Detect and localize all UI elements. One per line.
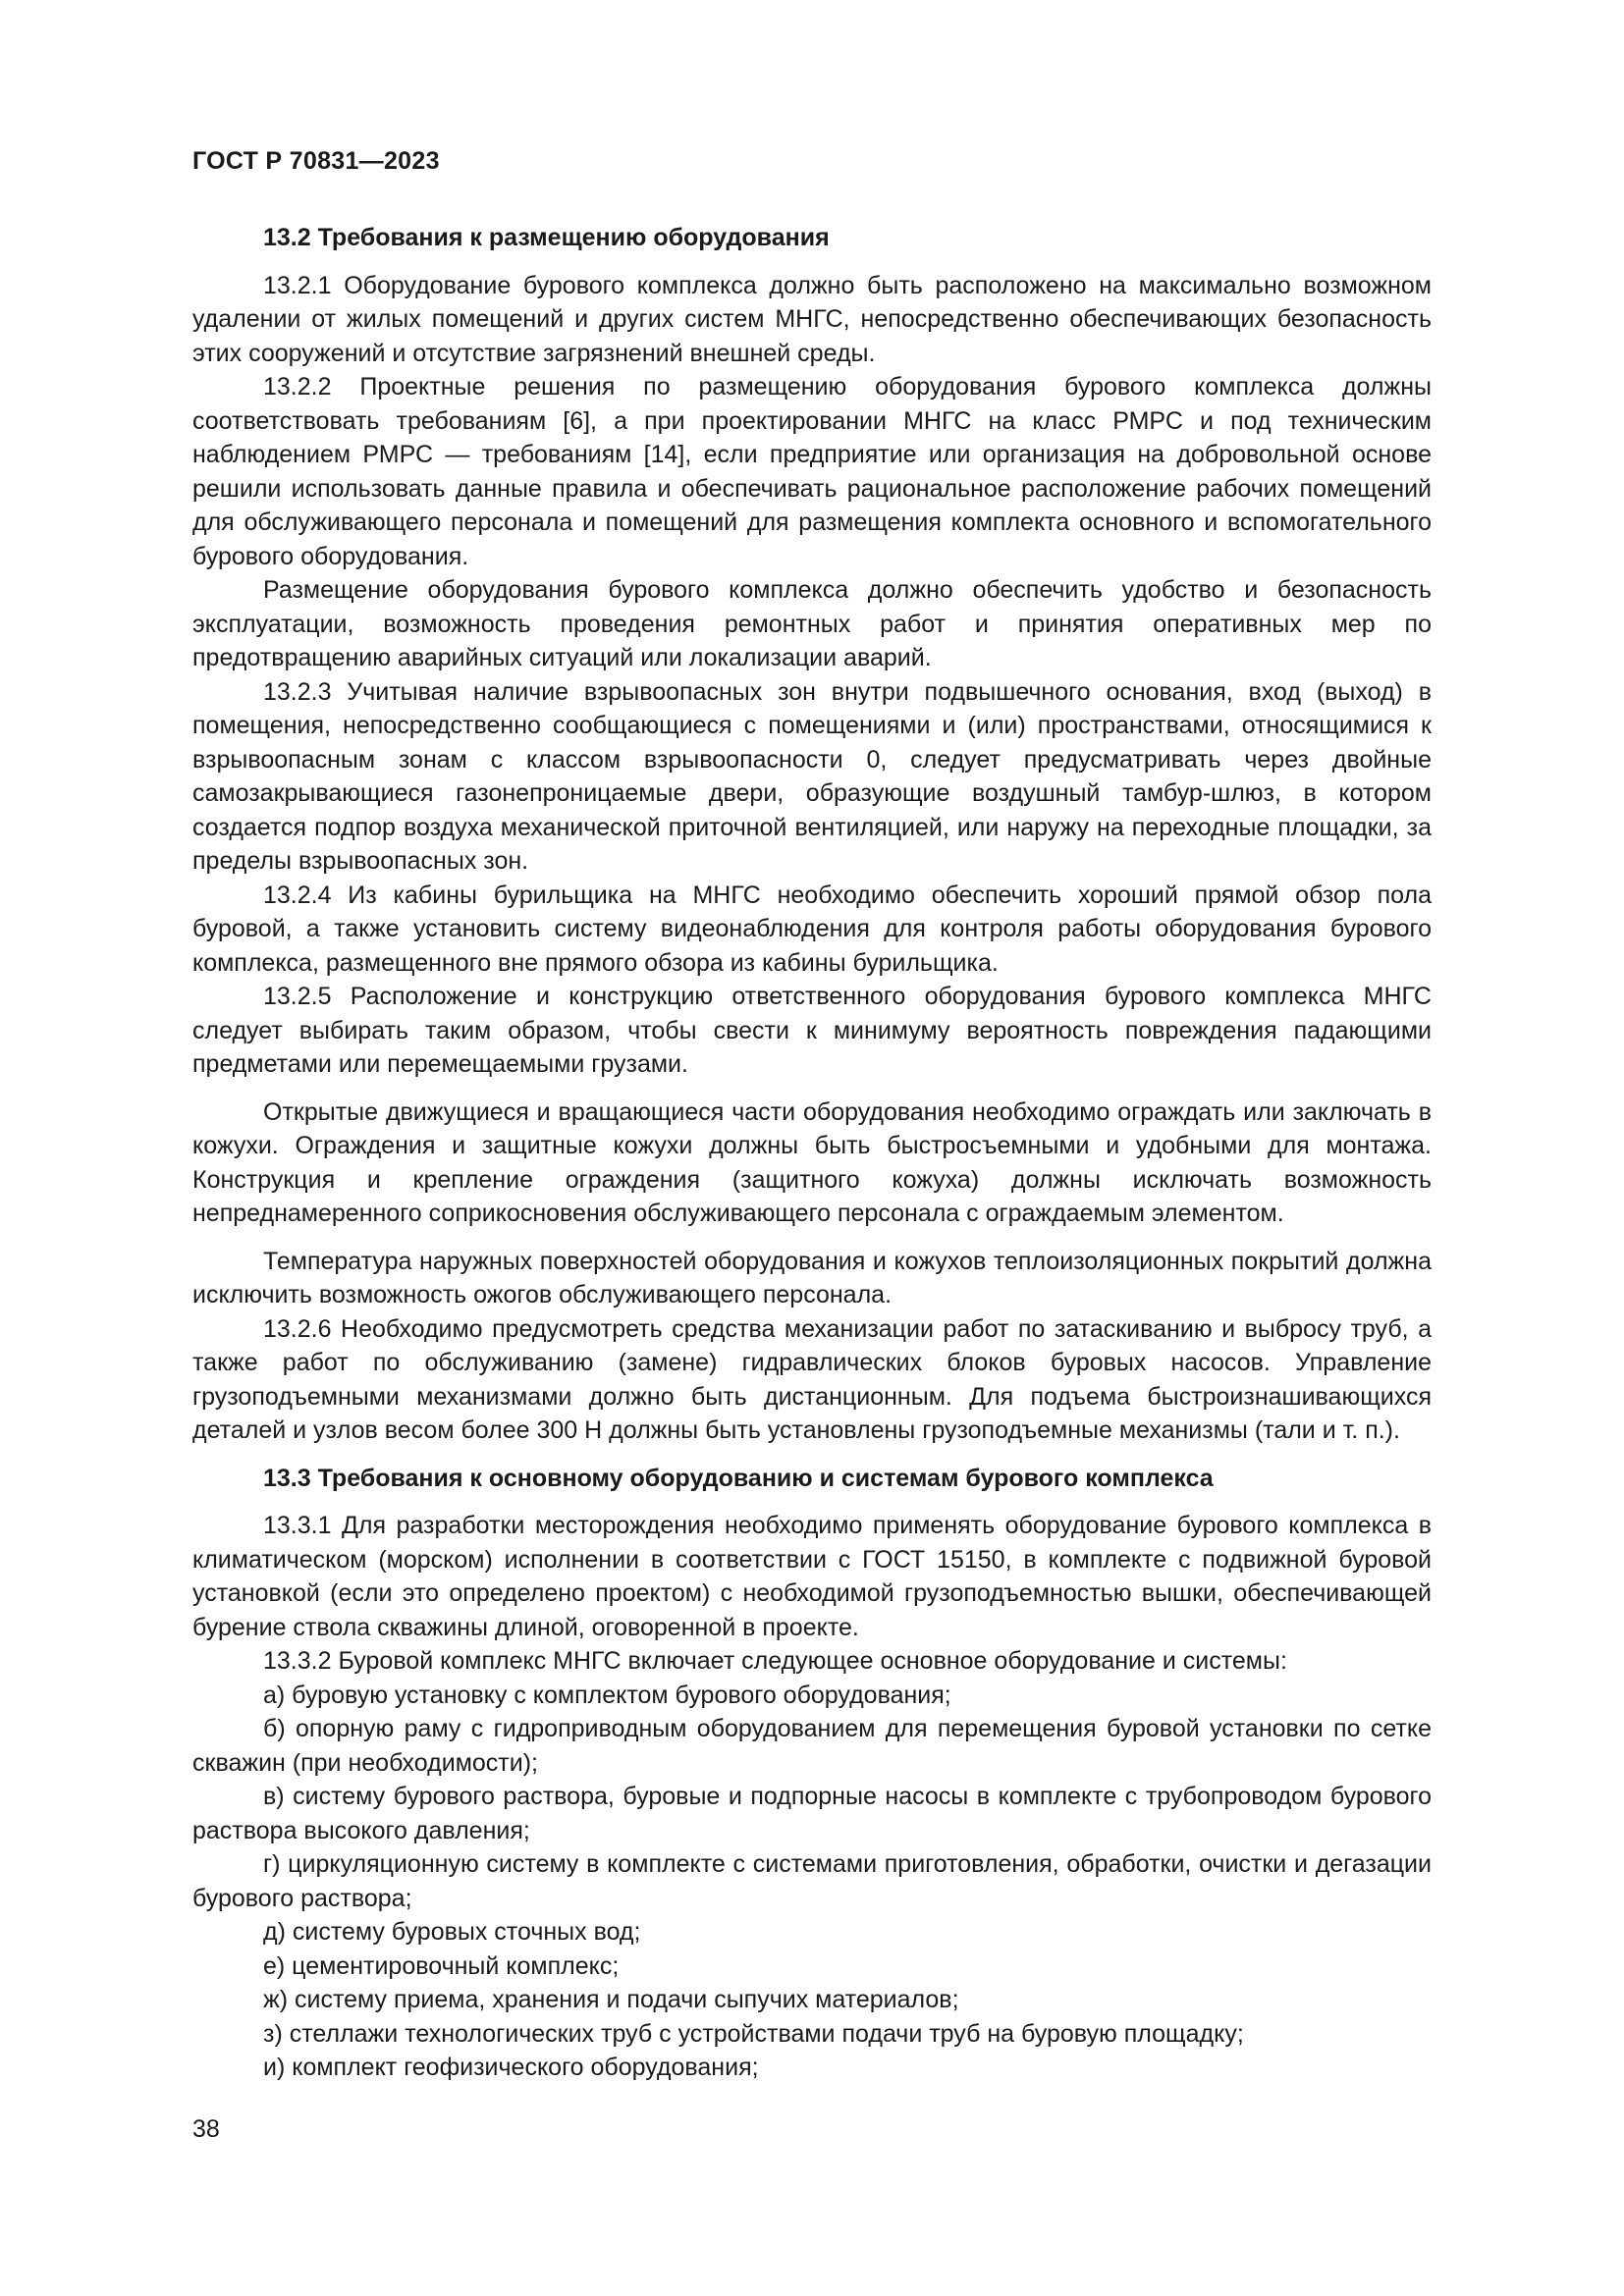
paragraph-13-3-1: 13.3.1 Для разработки месторождения необходимо применять оборудование бурового комплекса в климатическом (морском) исполнении в соответствии с ГОСТ 15150, в комплекте с подвижной буровой установкой (если это определено проектом) с необходимой грузоподъемностью вышки, обеспечивающей бурение ствола скважины длиной, оговоренной в проекте.	[192, 1512, 1432, 1641]
document-code: ГОСТ Р 70831—2023	[192, 147, 440, 175]
paragraph: Открытые движущиеся и вращающиеся части оборудования необходимо ограждать или заключать в кожухи. Ограждения и защитные кожухи должны быть быстросъемными и удобными для монтажа. Конструкция и крепление ограждения (защитного кожуха) должны исключать возможность непреднамеренного соприкосновения обслуживающего персонала с ограждаемым элементом.	[192, 1097, 1432, 1227]
list-item: ж) систему приема, хранения и подачи сыпучих материалов;	[263, 1986, 959, 2013]
paragraph-13-2-2: 13.2.2 Проектные решения по размещению оборудования бурового комплекса должны соответствовать требованиям [6], а при проектировании МНГС на класс РМРС и под техническим наблюдением РМРС — требованиям [14], если предприятие или организация на добровольной основе решили использовать данные правила и обеспечивать рациональное расположение рабочих помещений для обслуживающего персонала и помещений для размещения комплекта основного и вспомогательного бурового оборудования.	[192, 373, 1432, 570]
list-item: б) опорную раму с гидроприводным оборудованием для перемещения буровой установки по сетке скважин (при необходимости);	[192, 1715, 1432, 1777]
list-item: в) систему бурового раствора, буровые и подпорные насосы в комплекте с трубопроводом бурового раствора высокого давления;	[192, 1783, 1432, 1844]
list-item: а) буровую установку с комплектом бурового оборудования;	[263, 1681, 951, 1709]
paragraph: Температура наружных поверхностей оборудования и кожухов теплоизоляционных покрытий должна исключить возможность ожогов обслуживающего персонала.	[192, 1247, 1432, 1308]
paragraph-13-2-5: 13.2.5 Расположение и конструкцию ответственного оборудования бурового комплекса МНГС следует выбирать таким образом, чтобы свести к минимуму вероятность повреждения падающими предметами или перемещаемыми грузами.	[192, 983, 1432, 1078]
list-item: г) циркуляционную систему в комплекте с системами приготовления, обработки, очистки и дегазации бурового раствора;	[192, 1850, 1432, 1912]
paragraph-13-2-6: 13.2.6 Необходимо предусмотреть средства механизации работ по затаскиванию и выбросу труб, а также работ по обслуживанию (замене) гидравлических блоков буровых насосов. Управление грузоподъемными механизмами должно быть дистанционным. Для подъема быстроизнашивающихся деталей и узлов весом более 300 Н должны быть установлены грузоподъемные механизмы (тали и т. п.).	[192, 1314, 1432, 1444]
paragraph-13-2-4: 13.2.4 Из кабины бурильщика на МНГС необходимо обеспечить хороший прямой обзор пола буровой, а также установить систему видеонаблюдения для контроля работы оборудования бурового комплекса, размещенного вне прямого обзора из кабины бурильщика.	[192, 881, 1432, 977]
paragraph-13-3-2: 13.3.2 Буровой комплекс МНГС включает следующее основное оборудование и системы:	[263, 1647, 1287, 1675]
list-item: е) цементировочный комплекс;	[263, 1951, 620, 1980]
section-heading-13-2: 13.2 Требования к размещению оборудования	[263, 224, 830, 251]
paragraph: Размещение оборудования бурового комплекса должно обеспечить удобство и безопасность эксплуатации, возможность проведения ремонтных работ и принятия оперативных мер по предотвращению аварийных ситуаций или локализации аварий.	[192, 576, 1432, 671]
list-item: з) стеллажи технологических труб с устройствами подачи труб на буровую площадку;	[263, 2019, 1244, 2048]
document-body	[192, 221, 1432, 2085]
list-item: д) систему буровых сточных вод;	[263, 1918, 641, 1946]
paragraph-13-2-1: 13.2.1 Оборудование бурового комплекса должно быть расположено на максимально возможном удалении от жилых помещений и других систем МНГС, непосредственно обеспечивающих безопасность этих сооружений и отсутствие загрязнений внешней среды.	[192, 271, 1432, 367]
paragraph-13-2-3: 13.2.3 Учитывая наличие взрывоопасных зон внутри подвышечного основания, вход (выход) в помещения, непосредственно сообщающиеся с помещениями и (или) пространствами, относящимися к взрывоопасным зонам с классом взрывоопасности 0, следует предусматривать через двойные самозакрывающиеся газонепроницаемые двери, образующие воздушный тамбур-шлюз, в котором создается подпор воздуха механической приточной вентиляцией, или наружу на переходные площадки, за пределы взрывоопасных зон.	[192, 677, 1432, 875]
page-number: 38	[192, 2115, 220, 2143]
list-item: и) комплект геофизического оборудования;	[263, 2054, 759, 2081]
section-heading-13-3: 13.3 Требования к основному оборудованию и системам бурового комплекса	[263, 1464, 1214, 1492]
